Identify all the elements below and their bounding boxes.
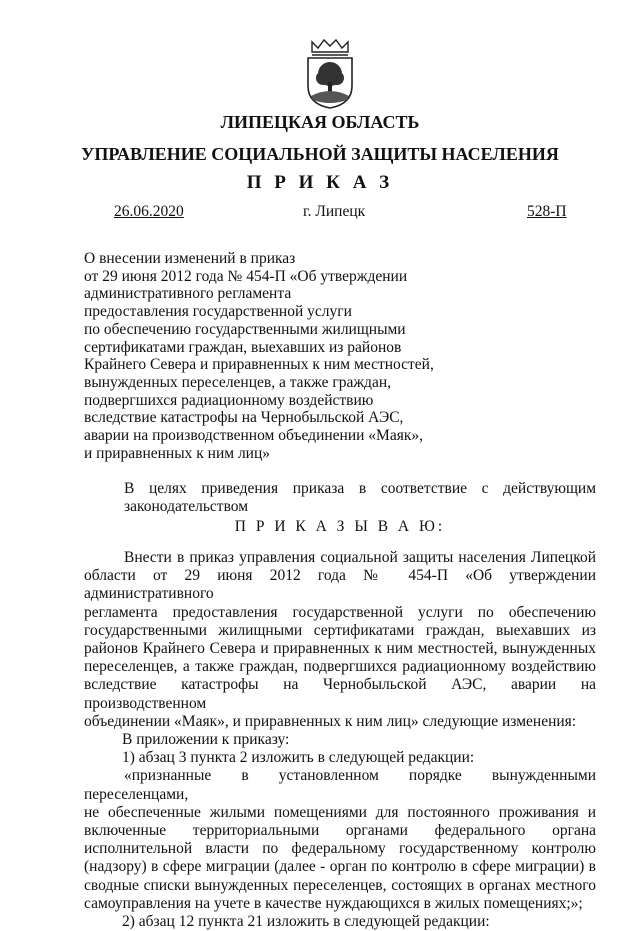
subject-line: аварии на производственном объединении «Маяк», [84, 427, 423, 445]
body-line: области от 29 июня 2012 года № 454-П «Об утверждении административного [84, 567, 596, 603]
body-line: не обеспеченные жилыми помещениями для постоянного проживания и [84, 803, 596, 821]
subject-line: административного регламента [84, 285, 292, 303]
body-line: сводные списки вынужденных переселенцев, состоящих в органах местного [84, 876, 596, 894]
body-line: государственными жилищными сертификатами граждан, выехавших из [84, 621, 596, 639]
intro-line: законодательством [124, 498, 249, 516]
body-line: В приложении к приказу: [122, 731, 290, 749]
order-city: г. Липецк [303, 203, 366, 220]
lipetsk-coat-of-arms-icon [302, 38, 358, 110]
subject-line: и приравненных к ним лиц» [84, 444, 271, 462]
order-body [84, 549, 596, 931]
body-line: «признанные в установленном порядке вынужденными переселенцами, [84, 767, 596, 803]
body-line: (надзору) в сфере миграции (далее - орган по контролю в сфере миграции) в [84, 858, 596, 876]
order-number: 528-П [527, 203, 567, 220]
body-line: районов Крайнего Севера и приравненных к ним местностей, вынужденных [84, 640, 596, 658]
body-line: регламента предоставления государственной услуги по обеспечению [84, 603, 596, 621]
authority-title: УПРАВЛЕНИЕ СОЦИАЛЬНОЙ ЗАЩИТЫ НАСЕЛЕНИЯ [81, 144, 559, 164]
subject-line: предоставления государственной услуги [84, 303, 352, 321]
body-line: объединении «Маяк», и приравненных к ним лиц» следующие изменения: [84, 712, 577, 730]
body-line: 1) абзац 3 пункта 2 изложить в следующей редакции: [122, 749, 475, 767]
body-line: самоуправления на учете в качестве нуждающихся в жилых помещениях;»; [84, 894, 583, 912]
subject-line: подвергшихся радиационному воздействию [84, 391, 374, 409]
body-line: Внести в приказ управления социальной защиты населения Липецкой [124, 549, 596, 566]
body-line: переселенцев, а также граждан, подвергшихся радиационному воздействию [84, 658, 596, 676]
order-subject [84, 250, 504, 462]
body-line: включенные территориальными органами федерального органа [84, 822, 596, 840]
subject-line: вынужденных переселенцев, а также граждан, [84, 373, 391, 391]
body-line: 2) абзац 12 пункта 21 изложить в следующей редакции: [122, 913, 490, 931]
body-line: вследствие катастрофы на Чернобыльской АЭС, аварии на производственном [84, 676, 596, 712]
order-word: П Р И К А З Ы В А Ю: [234, 518, 446, 535]
intro-line: В целях приведения приказа в соответствие с действующим [124, 480, 596, 497]
subject-line: от 29 июня 2012 года № 454-П «Об утверждении [84, 267, 408, 285]
document-type-title: П Р И К А З [246, 172, 394, 193]
region-title: ЛИПЕЦКАЯ ОБЛАСТЬ [220, 112, 420, 132]
body-line: исполнительной власти по федеральному государственному контролю [84, 840, 596, 858]
subject-line: вследствие катастрофы на Чернобыльской АЭС, [84, 409, 404, 427]
subject-line: О внесении изменений в приказ [84, 250, 296, 267]
subject-line: по обеспечению государственными жилищными [84, 320, 406, 338]
subject-line: сертификатами граждан, выехавших из районов [84, 338, 402, 356]
intro-paragraph [84, 480, 596, 516]
subject-line: Крайнего Севера и приравненных к ним местностей, [84, 356, 434, 374]
order-date: 26.06.2020 [114, 203, 184, 220]
